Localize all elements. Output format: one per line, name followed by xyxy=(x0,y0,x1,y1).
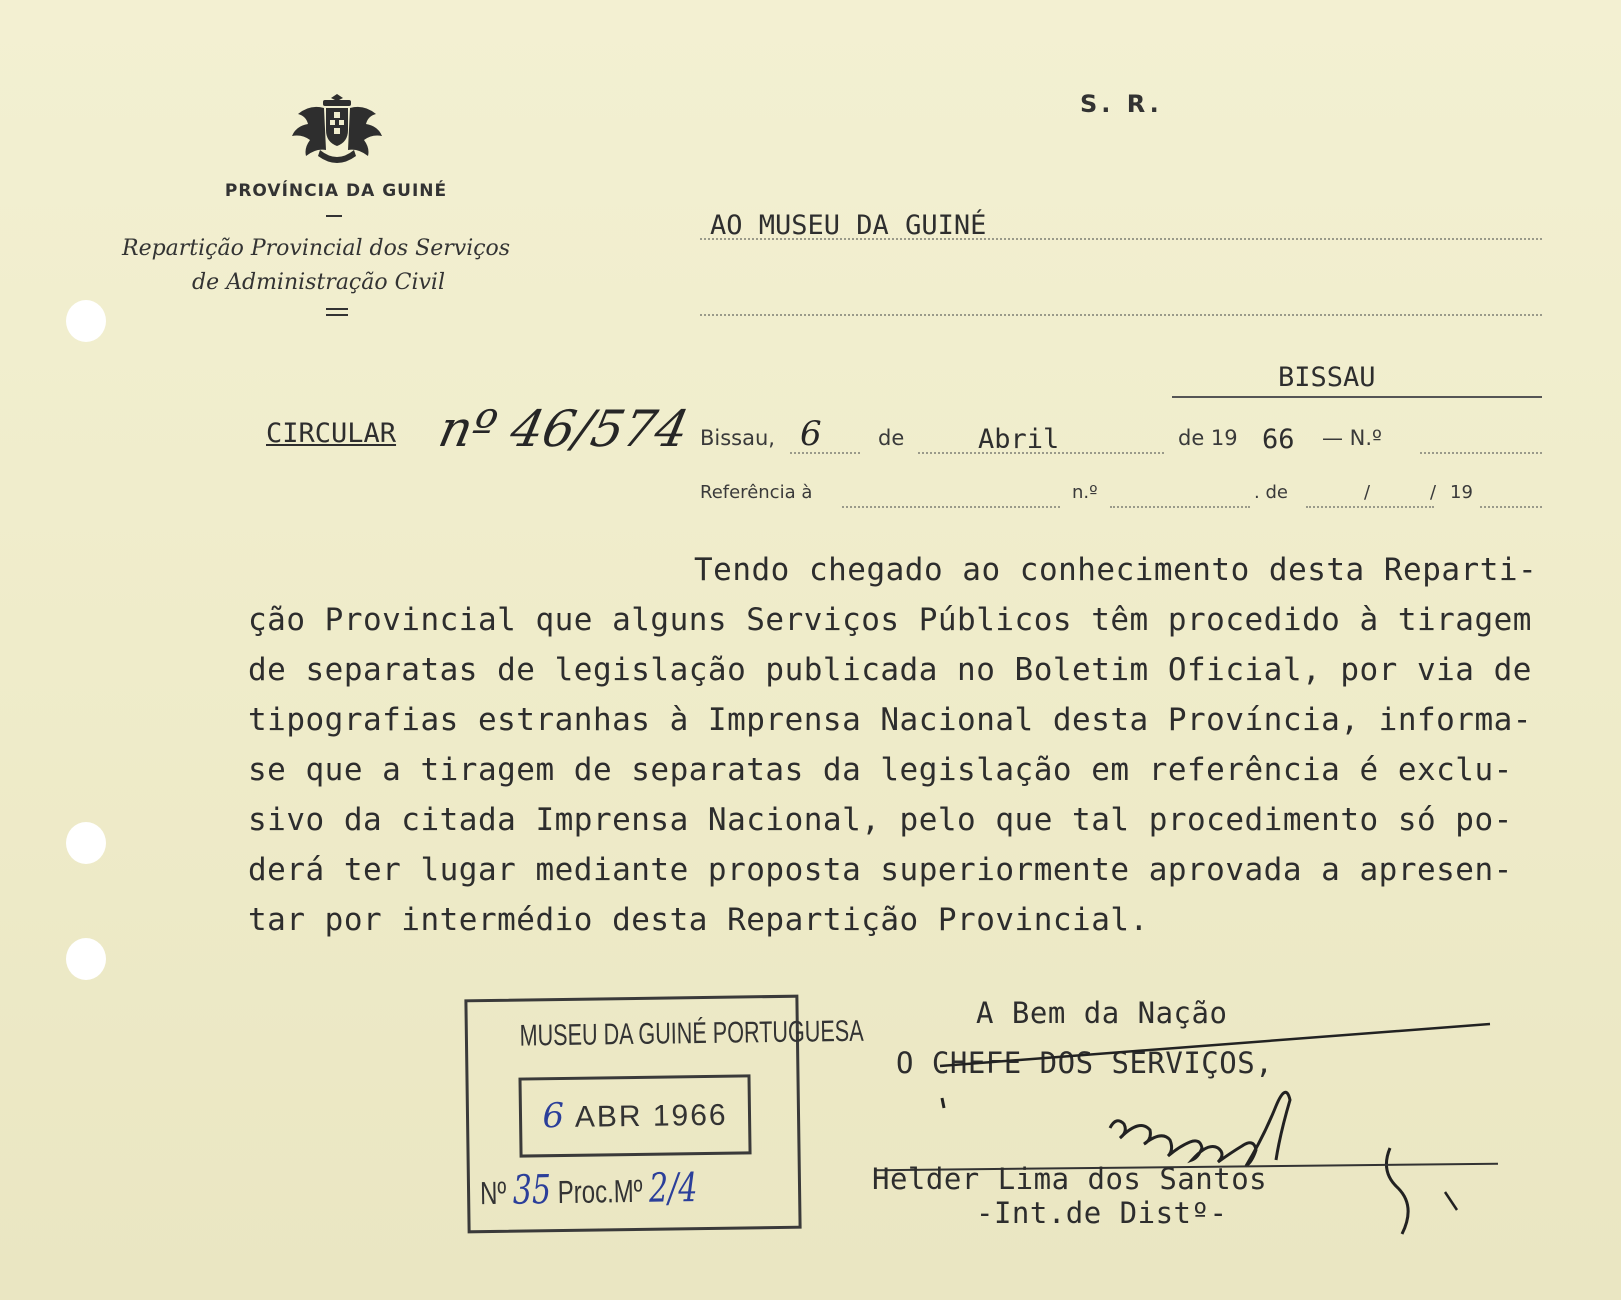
body-text-line: sivo da citada Imprensa Nacional, pelo que tal procedimento só po- xyxy=(248,802,1513,838)
address-line xyxy=(700,314,1542,316)
stamp-date-day: 6 xyxy=(542,1095,567,1137)
province-heading: PROVÍNCIA DA GUINÉ xyxy=(224,181,448,201)
department-line-1: Repartição Provincial dos Serviços xyxy=(122,236,511,261)
punch-hole xyxy=(66,822,106,864)
reference-number-field xyxy=(1110,506,1250,508)
reference-slash: / xyxy=(1430,482,1437,503)
date-number-label: — N.º xyxy=(1322,426,1382,450)
stamp-date-box xyxy=(518,1074,751,1157)
addressee-city: BISSAU xyxy=(1278,362,1376,393)
address-line xyxy=(700,238,1542,240)
body-text-line: derá ter lugar mediante proposta superiormente aprovada a apresen- xyxy=(248,852,1513,888)
body-text-line: ção Provincial que alguns Serviços Públicos têm procedido à tiragem xyxy=(248,602,1532,638)
body-text-line: de separatas de legislação publicada no Boletim Oficial, por via de xyxy=(248,652,1532,688)
reference-number-label: n.º xyxy=(1072,482,1098,503)
stamp-number-label: Nº xyxy=(479,1174,507,1212)
signatory-name: Helder Lima dos Santos xyxy=(872,1162,1268,1196)
reference-day-field xyxy=(1306,506,1434,508)
circular-label: CIRCULAR xyxy=(266,418,397,449)
signatory-role: -Int.de Distº- xyxy=(976,1196,1228,1230)
stamp-proc-label: Proc.Mº xyxy=(557,1172,643,1211)
body-text-line: tipografias estranhas à Imprensa Nacional desta Província, informa- xyxy=(248,702,1532,738)
reference-slash: / xyxy=(1364,482,1371,503)
date-place-label: Bissau, xyxy=(700,426,775,450)
museum-received-stamp xyxy=(464,995,864,1234)
reference-field xyxy=(842,506,1060,508)
divider xyxy=(326,314,348,316)
divider xyxy=(326,215,342,217)
date-de-label: de xyxy=(878,426,905,450)
reference-year-field xyxy=(1480,506,1542,508)
stamp-date-rest: ABR 1966 xyxy=(574,1098,728,1134)
stamp-number-value: 35 xyxy=(512,1167,552,1214)
sr-mark: S. R. xyxy=(1080,90,1163,118)
reference-year-prefix: 19 xyxy=(1450,482,1473,503)
stamp-title: MUSEU DA GUINÉ PORTUGUESA xyxy=(519,1014,864,1053)
reference-label: Referência à xyxy=(700,482,813,503)
body-text-line: tar por intermédio desta Repartição Provincial. xyxy=(248,902,1149,938)
closing-salutation: A Bem da Nação xyxy=(976,996,1228,1030)
date-year-suffix: 66 xyxy=(1262,424,1295,455)
number-field xyxy=(1420,452,1542,454)
stamp-proc-value: 2/4 xyxy=(648,1165,698,1212)
body-text-line: se que a tiragem de separatas da legislação em referência é exclu- xyxy=(248,752,1513,788)
body-text-line: Tendo chegado ao conhecimento desta Reparti- xyxy=(694,552,1538,588)
reference-de-label: . de xyxy=(1254,482,1288,503)
stamp-number-line xyxy=(480,1165,698,1214)
date-day: 6 xyxy=(800,414,822,454)
department-line-2: de Administração Civil xyxy=(192,270,445,295)
punch-hole xyxy=(66,938,106,980)
divider xyxy=(326,308,348,310)
addressee-name: AO MUSEU DA GUINÉ xyxy=(710,210,987,241)
circular-number: nº 46/574 xyxy=(433,400,694,458)
date-month: Abril xyxy=(978,424,1060,455)
stamp-date xyxy=(522,1093,749,1136)
coat-of-arms-icon xyxy=(290,92,384,168)
date-year-prefix: de 19 xyxy=(1178,426,1238,450)
closing-title: O CHEFE DOS SERVIÇOS, xyxy=(896,1046,1274,1080)
punch-hole xyxy=(66,300,106,342)
city-underline xyxy=(1172,396,1542,398)
